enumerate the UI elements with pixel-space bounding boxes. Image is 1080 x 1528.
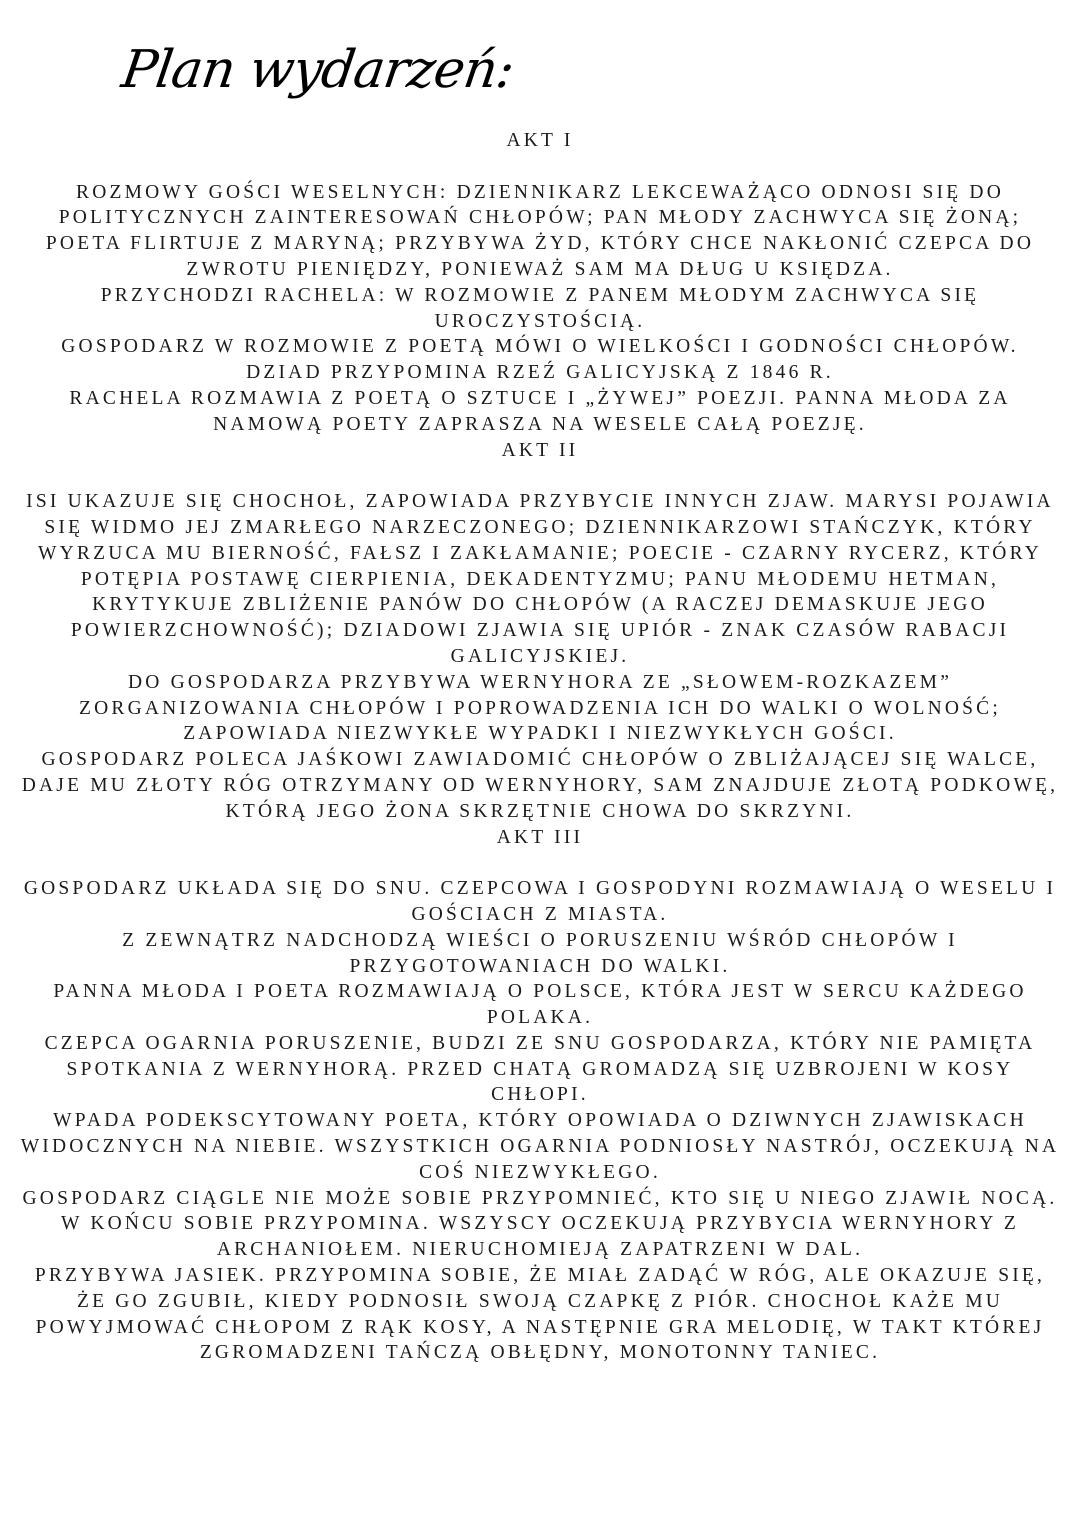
act-1-paragraph-3: GOSPODARZ W ROZMOWIE Z POETĄ MÓWI O WIELKOŚCI I GODNOŚCI CHŁOPÓW. bbox=[61, 336, 1019, 358]
act-3-paragraph-6: GOSPODARZ CIĄGLE NIE MOŻE SOBIE PRZYPOMNIEĆ, KTO SIĘ U NIEGO ZJAWIŁ NOCĄ. W KOŃCU SOBIE PRZYPOMINA. WSZYSCY OCZEKUJĄ PRZYBYCIA WERNYHORY Z ARCHANIOŁEM. NIERUCHOMIEJĄ ZAPATRZENI W DAL. bbox=[22, 1187, 1058, 1261]
act-2-paragraph-1: ISI UKAZUJE SIĘ CHOCHOŁ, ZAPOWIADA PRZYBYCIE INNYCH ZJAW. MARYSI POJAWIA SIĘ WIDMO JEJ ZMARŁEGO NARZECZONEGO; DZIENNIKARZOWI STAŃCZYK, KTÓRY WYRZUCA MU BIERNOŚĆ, FAŁSZ I ZAKŁAMANIE; POECIE - CZARNY RYCERZ, KTÓRY POTĘPIA POSTAWĘ CIERPIENIA, DEKADENTYZMU; PANU MŁODEMU HETMAN, KRYTYKUJE ZBLIŻENIE PANÓW DO CHŁOPÓW (A RACZEJ DEMASKUJE JEGO POWIERZCHOWNOŚĆ); DZIADOWI ZJAWIA SIĘ UPIÓR - ZNAK CZASÓW RABACJI GALICYJSKIEJ. bbox=[26, 491, 1054, 667]
act-3-section bbox=[20, 825, 1060, 1367]
page-title: Plan wydarzeń: bbox=[118, 40, 518, 100]
act-3-heading: AKT III bbox=[496, 826, 584, 848]
act-1-heading: AKT I bbox=[506, 130, 574, 151]
act-1-paragraph-2: PRZYCHODZI RACHELA: W ROZMOWIE Z PANEM MŁODYM ZACHWYCA SIĘ UROCZYSTOŚCIĄ. bbox=[100, 284, 980, 332]
act-3-paragraph-2: Z ZEWNĄTRZ NADCHODZĄ WIEŚCI O PORUSZENIU WŚRÓD CHŁOPÓW I PRZYGOTOWANIACH DO WALKI. bbox=[122, 929, 958, 977]
act-3-paragraph-7: PRZYBYWA JASIEK. PRZYPOMINA SOBIE, ŻE MIAŁ ZADĄĆ W RÓG, ALE OKAZUJE SIĘ, ŻE GO ZGUBIŁ, KIEDY PODNOSIŁ SWOJĄ CZAPKĘ Z PIÓR. CHOCHOŁ KAŻE MU POWYJMOWAĆ CHŁOPOM Z RĄK KOSY, A NASTĘPNIE GRA MELODIĘ, W TAKT KTÓREJ ZGROMADZENI TAŃCZĄ OBŁĘDNY, MONOTONNY TANIEC. bbox=[34, 1265, 1046, 1364]
act-3-paragraph-5: WPADA PODEKSCYTOWANY POETA, KTÓRY OPOWIADA O DZIWNYCH ZJAWISKACH WIDOCZNYCH NA NIEBIE. WSZYSTKICH OGARNIA PODNIOSŁY NASTRÓJ, OCZEKUJĄ NA COŚ NIEZWYKŁEGO. bbox=[20, 1110, 1060, 1183]
act-1-paragraph-1: ROZMOWY GOŚCI WESELNYCH: DZIENNIKARZ LEKCEWAŻĄCO ODNOSI SIĘ DO POLITYCZNYCH ZAINTERESOWAŃ CHŁOPÓW; PAN MŁODY ZACHWYCA SIĘ ŻONĄ; POETA FLIRTUJE Z MARYNĄ; PRZYBYWA ŻYD, KTÓRY CHCE NAKŁONIĆ CZEPCA DO ZWROTU PIENIĘDZY, PONIEWAŻ SAM MA DŁUG U KSIĘDZA. bbox=[45, 181, 1035, 280]
events-plan bbox=[20, 128, 1060, 1366]
act-3-paragraph-4: CZEPCA OGARNIA PORUSZENIE, BUDZI ZE SNU GOSPODARZA, KTÓRY NIE PAMIĘTA SPOTKANIA Z WERNYHORĄ. PRZED CHATĄ GROMADZĄ SIĘ UZBROJENI W KOSY CHŁOPI. bbox=[44, 1032, 1036, 1106]
act-2-heading: AKT II bbox=[501, 439, 579, 461]
act-2-paragraph-2: DO GOSPODARZA PRZYBYWA WERNYHORA ZE „SŁOWEM-ROZKAZEM” ZORGANIZOWANIA CHŁOPÓW I POPROWADZENIA ICH DO WALKI O WOLNOŚĆ; ZAPOWIADA NIEZWYKŁE WYPADKI I NIEZWYKŁYCH GOŚCI. bbox=[78, 671, 1002, 745]
act-2-section bbox=[20, 438, 1060, 825]
act-1-paragraph-4: DZIAD PRZYPOMINA RZEŹ GALICYJSKĄ Z 1846 R. bbox=[246, 362, 834, 384]
act-3-paragraph-3: PANNA MŁODA I POETA ROZMAWIAJĄ O POLSCE, KTÓRA JEST W SERCU KAŻDEGO POLAKA. bbox=[53, 981, 1027, 1029]
act-2-paragraph-3: GOSPODARZ POLECA JAŚKOWI ZAWIADOMIĆ CHŁOPÓW O ZBLIŻAJĄCEJ SIĘ WALCE, DAJE MU ZŁOTY RÓG OTRZYMANY OD WERNYHORY, SAM ZNAJDUJE ZŁOTĄ PODKOWĘ, KTÓRĄ JEGO ŻONA SKRZĘTNIE CHOWA DO SKRZYNI. bbox=[21, 749, 1059, 822]
act-3-paragraph-1: GOSPODARZ UKŁADA SIĘ DO SNU. CZEPCOWA I GOSPODYNI ROZMAWIAJĄ O WESELU I GOŚCIACH Z MIASTA. bbox=[23, 878, 1057, 925]
act-1-section bbox=[20, 128, 1060, 438]
act-1-paragraph-5: RACHELA ROZMAWIA Z POETĄ O SZTUCE I „ŻYWEJ” POEZJI. PANNA MŁODA ZA NAMOWĄ POETY ZAPRASZA NA WESELE CAŁĄ POEZJĘ. bbox=[69, 387, 1011, 435]
